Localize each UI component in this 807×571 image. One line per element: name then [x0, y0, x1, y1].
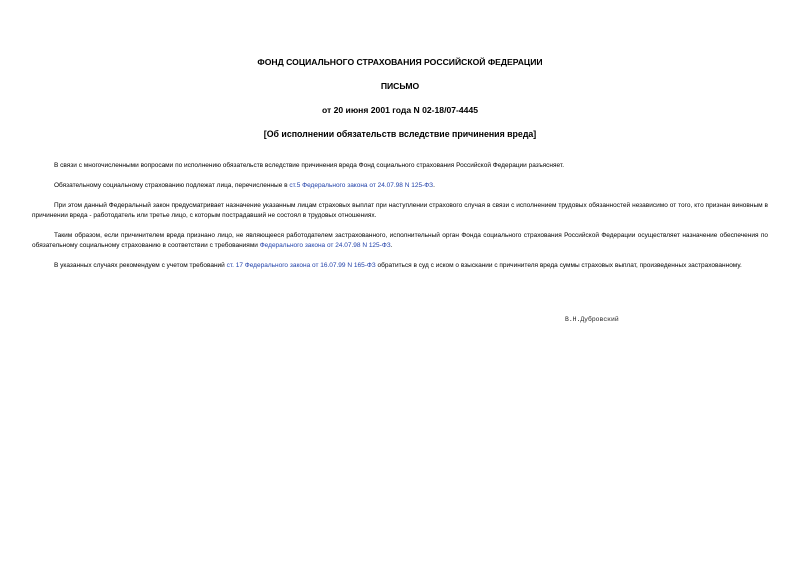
paragraph-1: [32, 161, 768, 171]
document-type-heading: ПИСЬМО: [380, 81, 420, 91]
paragraph-5-text-before: В указанных случаях рекомендуем с учетом требований: [54, 262, 227, 269]
paragraph-5: [32, 261, 768, 271]
paragraph-2-text-before: Обязательному социальному страхованию подлежат лица, перечисленные в: [54, 181, 290, 189]
paragraph-3: [32, 201, 768, 220]
law-link-art5-125fz[interactable]: ст.5 Федерального закона от 24.07.98 N 125-ФЗ: [289, 181, 434, 189]
paragraph-2: [32, 181, 768, 191]
paragraph-4: [32, 231, 768, 250]
document-date-number: от 20 июня 2001 года N 02-18/07-4445: [321, 105, 479, 115]
document-page: [32, 52, 768, 281]
law-link-art17-165fz[interactable]: ст. 17 Федерального закона от 16.07.99 N 165-ФЗ: [226, 262, 376, 269]
paragraph-3-text: При этом данный Федеральный закон предусматривает назначение указанным лицам страховых выплат при наступлении страхового случая в связи с исполнением трудовых обязанностей независимо от того, кто признан виновным в причинении вреда - работодатель или третье лицо, с которым пострадавший не состоял в трудовых отношениях.: [32, 202, 768, 219]
paragraph-4-text-after: .: [390, 241, 393, 249]
document-subject: [Об исполнении обязательств вследствие причинения вреда]: [263, 129, 537, 139]
paragraph-4-text-before: Таким образом, если причинителем вреда признано лицо, не являющееся работодателем застрахованного, исполнительный орган Фонда социального страхования Российской Федерации осуществляет назначение обеспечения по обязательному социальному страхованию в соответствии с требованиями: [32, 232, 768, 249]
signature: В.Н.Дубровский: [565, 316, 619, 323]
paragraph-2-text-after: .: [433, 181, 435, 189]
document-body: [32, 161, 768, 271]
law-link-125fz[interactable]: Федерального закона от 24.07.98 N 125-ФЗ: [259, 241, 391, 249]
paragraph-1-text: В связи с многочисленными вопросами по исполнению обязательств вследствие причинения вреда Фонд социального страхования Российской Федерации разъясняет.: [54, 162, 564, 169]
paragraph-5-text-after: обратиться в суд с иском о взыскании с причинителя вреда суммы страховых выплат, произведенных застрахованному.: [375, 262, 742, 269]
organization-heading: ФОНД СОЦИАЛЬНОГО СТРАХОВАНИЯ РОССИЙСКОЙ ФЕДЕРАЦИИ: [257, 57, 543, 67]
